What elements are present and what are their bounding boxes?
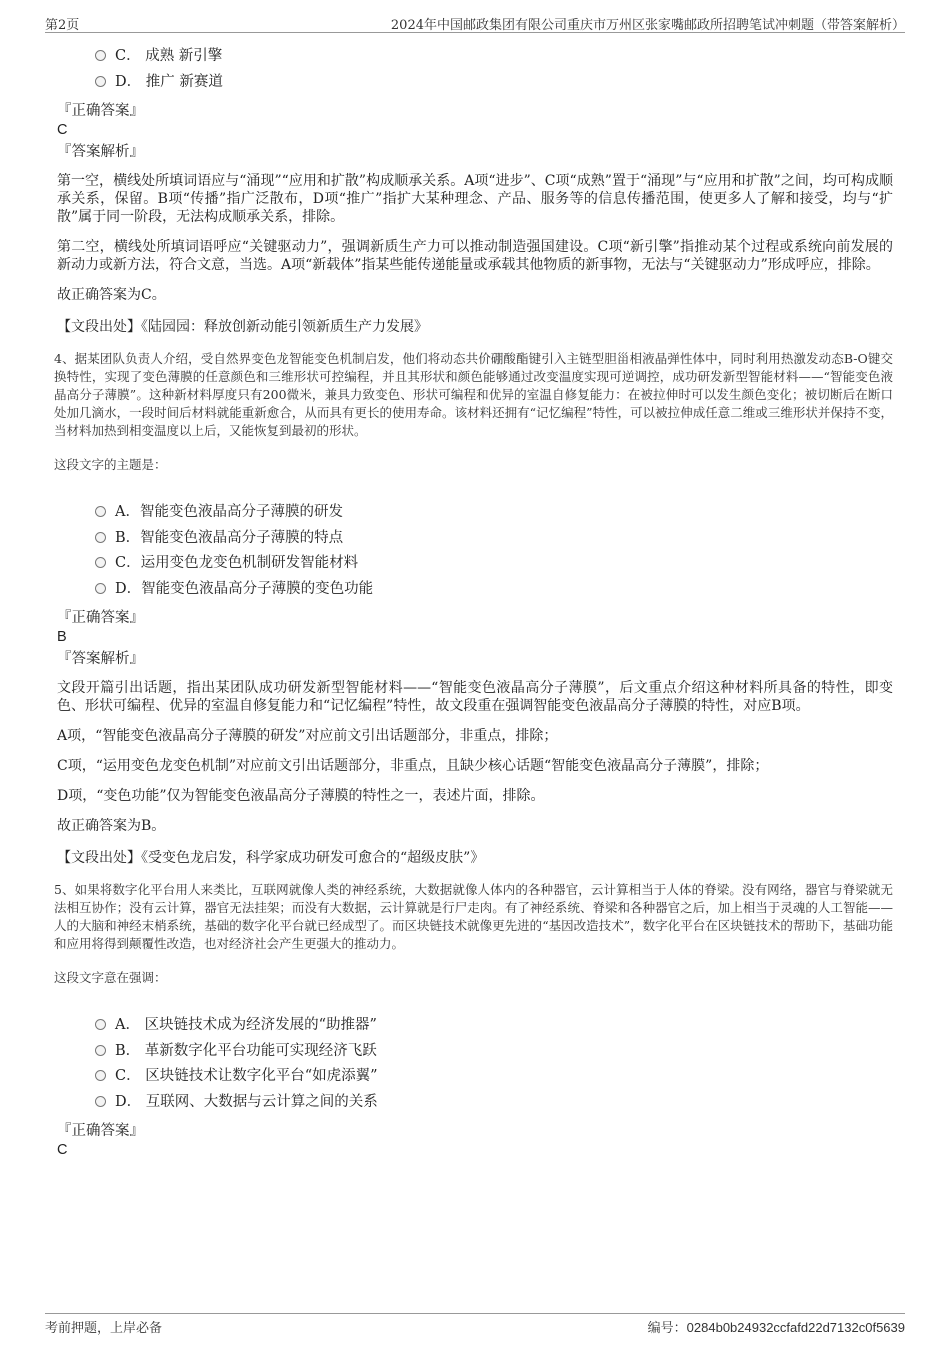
q3-option-c[interactable]: C． 成熟 新引擎 <box>95 44 893 70</box>
q4-analysis-paragraph: C项，“运用变色龙变色机制”对应前文引出话题部分，非重点，且缺少核心话题“智能变色液晶高分子薄膜”，排除； <box>57 758 769 774</box>
q3-answer-label: 『正确答案』 <box>57 103 144 119</box>
q3-analysis-paragraph: 第二空，横线处所填词语呼应“关键驱动力”，强调新质生产力可以推动制造强国建设。C项“新引擎”指推动某个过程或系统向前发展的新动力或新方法，符合文意，当选。A项“新载体”指某些能传递能量或承载其他物质的新事物，无法与“关键驱动力”形成呼应，排除。 <box>57 239 893 273</box>
document-title: 2024年中国邮政集团有限公司重庆市万州区张家嘴邮政所招聘笔试冲刺题（带答案解析） <box>390 18 905 33</box>
radio-button-icon[interactable] <box>95 583 106 594</box>
q3-options <box>95 44 893 95</box>
q4-analysis-paragraph: D项，“变色功能”仅为智能变色液晶高分子薄膜的特性之一，表述片面，排除。 <box>57 788 545 804</box>
radio-button-icon[interactable] <box>95 1045 106 1056</box>
page-number: 第2页 <box>45 18 80 33</box>
q3-analysis-label: 『答案解析』 <box>57 144 144 160</box>
q4-analysis-label: 『答案解析』 <box>57 651 144 667</box>
q4-source: 【文段出处】《受变色龙启发，科学家成功研发可愈合的“超级皮肤”》 <box>57 850 485 866</box>
q5-prompt: 这段文字意在强调： <box>54 970 167 985</box>
radio-button-icon[interactable] <box>95 557 106 568</box>
q5-stem: 5、如果将数字化平台用人来类比，互联网就像人类的神经系统，大数据就像人体内的各种器官，云计算相当于人体的脊梁。没有网络，器官与脊梁就无法相互协作；没有云计算，器官无法挂架；而没有大数据，云计算就是行尸走肉。有了神经系统、脊梁和各种器官之后，加上相当于灵魂的人工智能——人的大脑和神经末梢系统，基础的数字化平台就已经成型了。而区块链技术就像更先进的“基因改造技术”，数字化平台在区块链技术的帮助下，基础功能和应用将得到颠覆性改造，也对经济社会产生更强大的推动力。 <box>54 882 893 951</box>
q5-option-d[interactable]: D． 互联网、大数据与云计算之间的关系 <box>95 1090 893 1116</box>
q5-option-a[interactable]: A． 区块链技术成为经济发展的“助推器” <box>95 1013 893 1039</box>
q3-source: 【文段出处】《陆园园：释放创新动能引领新质生产力发展》 <box>57 319 428 335</box>
q4-answer-label: 『正确答案』 <box>57 610 144 626</box>
page-header <box>45 10 905 33</box>
q4-answer: B <box>57 629 67 645</box>
radio-button-icon[interactable] <box>95 76 106 87</box>
radio-button-icon[interactable] <box>95 50 106 61</box>
q4-prompt: 这段文字的主题是： <box>54 457 167 472</box>
q3-answer: C <box>57 122 68 138</box>
q4-option-b[interactable]: B．智能变色液晶高分子薄膜的特点 <box>95 526 893 552</box>
q5-answer: C <box>57 1142 68 1158</box>
page-footer <box>45 1313 905 1338</box>
q3-analysis-paragraph: 第一空，横线处所填词语应与“涌现”“应用和扩散”构成顺承关系。A项“进步”、C项“成熟”置于“涌现”与“应用和扩散”之间，均可构成顺承关系，保留。B项“传播”指广泛散布，D项“推广”指扩大某种理念、产品、服务等的信息传播范围，使更多人了解和接受，均与“扩散”属于同一阶段，无法构成顺承关系，排除。 <box>57 173 893 225</box>
q4-option-d[interactable]: D．智能变色液晶高分子薄膜的变色功能 <box>95 577 893 603</box>
radio-button-icon[interactable] <box>95 1019 106 1030</box>
page-content <box>54 44 893 1160</box>
q4-conclusion: 故正确答案为B。 <box>57 818 166 834</box>
radio-button-icon[interactable] <box>95 1070 106 1081</box>
q5-options <box>95 1013 893 1115</box>
q4-stem: 4、据某团队负责人介绍，受自然界变色龙智能变色机制启发，他们将动态共价硼酸酯键引入主链型胆甾相液晶弹性体中，同时利用热激发动态B-O键交换特性，实现了变色薄膜的任意颜色和三维形状可控编程，并且其形状和颜色能够通过改变温度实现可逆调控，成功研发新型智能材料——“智能变色液晶高分子薄膜”。这种新材料厚度只有200微米，兼具力致变色、形状可编程和优异的室温自修复能力：在被拉伸时可以发生颜色变化；被切断后在断口处加几滴水，一段时间后材料就能重新愈合，从而具有更长的使用寿命。该材料还拥有“记忆编程”特性，可以被拉伸成任意二维或三维形状并保持不变，当材料加热到相变温度以上后，又能恢复到最初的形状。 <box>54 351 893 438</box>
q4-analysis-paragraph: 文段开篇引出话题，指出某团队成功研发新型智能材料——“智能变色液晶高分子薄膜”，后文重点介绍这种材料所具备的特性，即变色、形状可编程、优异的室温自修复能力和“记忆编程”特性，故文段重在强调智能变色液晶高分子薄膜的特性，对应B项。 <box>57 680 893 714</box>
radio-button-icon[interactable] <box>95 1096 106 1107</box>
q3-option-d[interactable]: D． 推广 新赛道 <box>95 70 893 96</box>
footer-slogan: 考前押题，上岸必备 <box>45 1321 163 1336</box>
q4-options <box>95 500 893 602</box>
q4-analysis-paragraph: A项，“智能变色液晶高分子薄膜的研发”对应前文引出话题部分，非重点，排除； <box>57 728 558 744</box>
q4-option-c[interactable]: C．运用变色龙变色机制研发智能材料 <box>95 551 893 577</box>
document-id: 编号：0284b0b24932ccfafd22d7132c0f5639 <box>647 1320 905 1335</box>
radio-button-icon[interactable] <box>95 532 106 543</box>
radio-button-icon[interactable] <box>95 506 106 517</box>
q3-conclusion: 故正确答案为C。 <box>57 287 166 303</box>
q5-answer-label: 『正确答案』 <box>57 1123 144 1139</box>
q5-option-c[interactable]: C． 区块链技术让数字化平台“如虎添翼” <box>95 1064 893 1090</box>
q5-option-b[interactable]: B． 革新数字化平台功能可实现经济飞跃 <box>95 1039 893 1065</box>
q4-option-a[interactable]: A．智能变色液晶高分子薄膜的研发 <box>95 500 893 526</box>
